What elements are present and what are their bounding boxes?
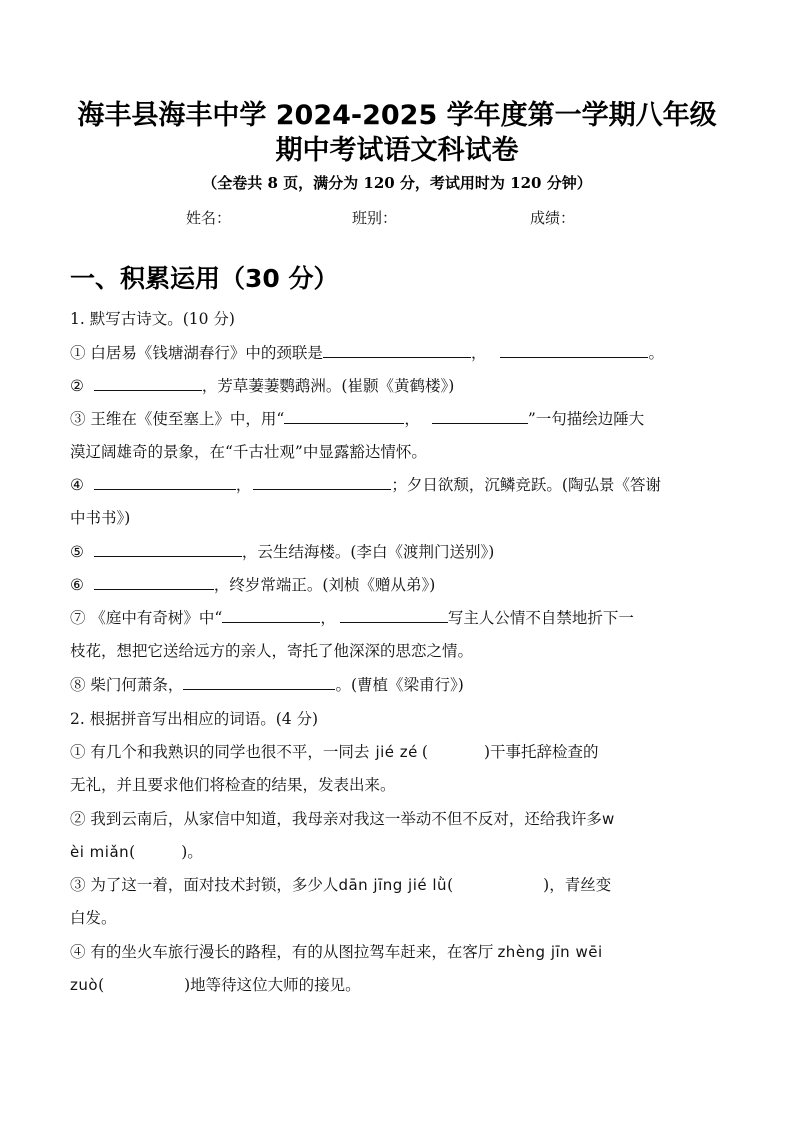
q2-item-2-cont xyxy=(70,840,203,862)
item-text: ， xyxy=(235,476,252,494)
item-text: ， xyxy=(320,609,336,627)
item-text: )。 xyxy=(181,843,203,861)
item-text: ③ 为了这一着，面对技术封锁，多少人 xyxy=(70,876,339,894)
item-text: )干事托辞检查的 xyxy=(483,743,599,761)
exam-title-line1: 海丰县海丰中学 2024-2025 学年度第一学期八年级 xyxy=(77,100,717,131)
q2-item-1-cont: 无礼，并且要求他们将检查的结果，发表出来。 xyxy=(70,776,396,794)
item-text: ③ 王维在《使至塞上》中，用“ xyxy=(70,410,285,428)
item-text: ④ 有的坐火车旅行漫长的路程，有的从图拉驾车赶来，在客厅 xyxy=(70,943,494,961)
q1-item-4-cont: 中书书》) xyxy=(70,509,131,527)
item-text: )地等待这位大师的接见。 xyxy=(184,976,361,994)
item-text: ，芳草萋萋鹦鹉洲。(崔颢《黄鹤楼》) xyxy=(201,377,455,395)
item-text: ，终岁常端正。(刘桢《赠从弟》) xyxy=(213,576,436,594)
answer-blank[interactable] xyxy=(94,542,242,557)
q1-item-1 xyxy=(70,341,664,363)
q1-item-7-cont: 枝花，想把它送给远方的亲人，寄托了他深深的思恋之情。 xyxy=(70,642,474,660)
item-text: ， xyxy=(404,410,420,428)
answer-blank[interactable] xyxy=(94,475,236,490)
answer-blank[interactable] xyxy=(222,608,320,623)
item-text: ① 有几个和我熟识的同学也很不平，一同去 xyxy=(70,743,370,761)
q1-item-3-cont: 漠辽阔雄奇的景象，在“千古壮观”中显露豁达情怀。 xyxy=(70,443,427,461)
pinyin-text: jié zé xyxy=(375,743,418,761)
q2-item-2 xyxy=(70,807,615,829)
q1-item-8 xyxy=(70,673,464,695)
q1-item-2 xyxy=(70,374,454,396)
item-text: ⑥ xyxy=(70,576,84,594)
q2-item-4-cont xyxy=(70,973,361,995)
item-text: ⑦ 《庭中有奇树》中“ xyxy=(70,609,223,627)
item-text: ”一句描绘边陲大 xyxy=(527,410,645,428)
item-text: 写主人公情不自禁地折下一 xyxy=(447,609,634,627)
item-text: ， xyxy=(470,344,487,362)
answer-blank[interactable] xyxy=(253,475,391,490)
answer-blank[interactable] xyxy=(340,608,448,623)
item-text: ( xyxy=(421,743,428,761)
q2-item-3 xyxy=(70,873,611,895)
item-text: ② xyxy=(70,377,84,395)
answer-blank[interactable] xyxy=(432,409,528,424)
item-text: ；夕日欲颓，沉鳞竞跃。(陶弘景《答谢 xyxy=(391,476,661,494)
class-label: 班别： xyxy=(352,209,398,227)
question-1-stem: 1. 默写古诗文。(10 分) xyxy=(70,310,235,328)
item-text: ( xyxy=(447,876,454,894)
pinyin-text: èi miǎn xyxy=(70,843,130,861)
answer-blank[interactable] xyxy=(183,675,335,690)
q2-item-4 xyxy=(70,940,603,962)
score-label: 成绩： xyxy=(530,209,576,227)
item-text: )，青丝变 xyxy=(543,876,612,894)
q1-item-4 xyxy=(70,473,661,495)
item-text: ⑤ xyxy=(70,543,84,561)
q1-item-7 xyxy=(70,606,634,628)
item-text: ② 我到云南后，从家信中知道，我母亲对我这一举动不但不反对，还给我许多 xyxy=(70,810,602,828)
answer-blank[interactable] xyxy=(323,343,471,358)
q2-item-1 xyxy=(70,740,599,762)
item-text: 。 xyxy=(648,344,664,362)
question-2-stem: 2. 根据拼音写出相应的词语。(4 分) xyxy=(70,710,319,728)
answer-blank[interactable] xyxy=(500,343,648,358)
item-text: ( xyxy=(98,976,105,994)
q1-item-6 xyxy=(70,573,435,595)
pinyin-text: zhèng jīn wēi xyxy=(497,943,603,961)
item-text: ⑧ 柴门何萧条， xyxy=(70,676,184,694)
exam-subtitle: （全卷共 8 页，满分为 120 分，考试用时为 120 分钟） xyxy=(202,174,592,192)
answer-blank[interactable] xyxy=(94,575,214,590)
q1-item-3 xyxy=(70,407,644,429)
section-heading: 一、积累运用（30 分） xyxy=(70,264,339,293)
pinyin-text: zuò xyxy=(70,976,99,994)
item-text: ① 白居易《钱塘湖春行》中的颈联是 xyxy=(70,344,323,362)
answer-blank[interactable] xyxy=(284,409,404,424)
item-text: 。(曹植《梁甫行》) xyxy=(335,676,464,694)
exam-title-line2: 期中考试语文科试卷 xyxy=(275,135,519,166)
name-label: 姓名： xyxy=(186,209,232,227)
item-text: ( xyxy=(129,843,136,861)
pinyin-text: dān jīng jié lǜ xyxy=(338,876,448,894)
item-text: ，云生结海楼。(李白《渡荆门送别》) xyxy=(241,543,495,561)
q1-item-5 xyxy=(70,540,494,562)
answer-blank[interactable] xyxy=(94,376,202,391)
item-text: ④ xyxy=(70,476,84,494)
q2-item-3-cont: 白发。 xyxy=(70,909,117,927)
pinyin-text: w xyxy=(601,810,615,828)
